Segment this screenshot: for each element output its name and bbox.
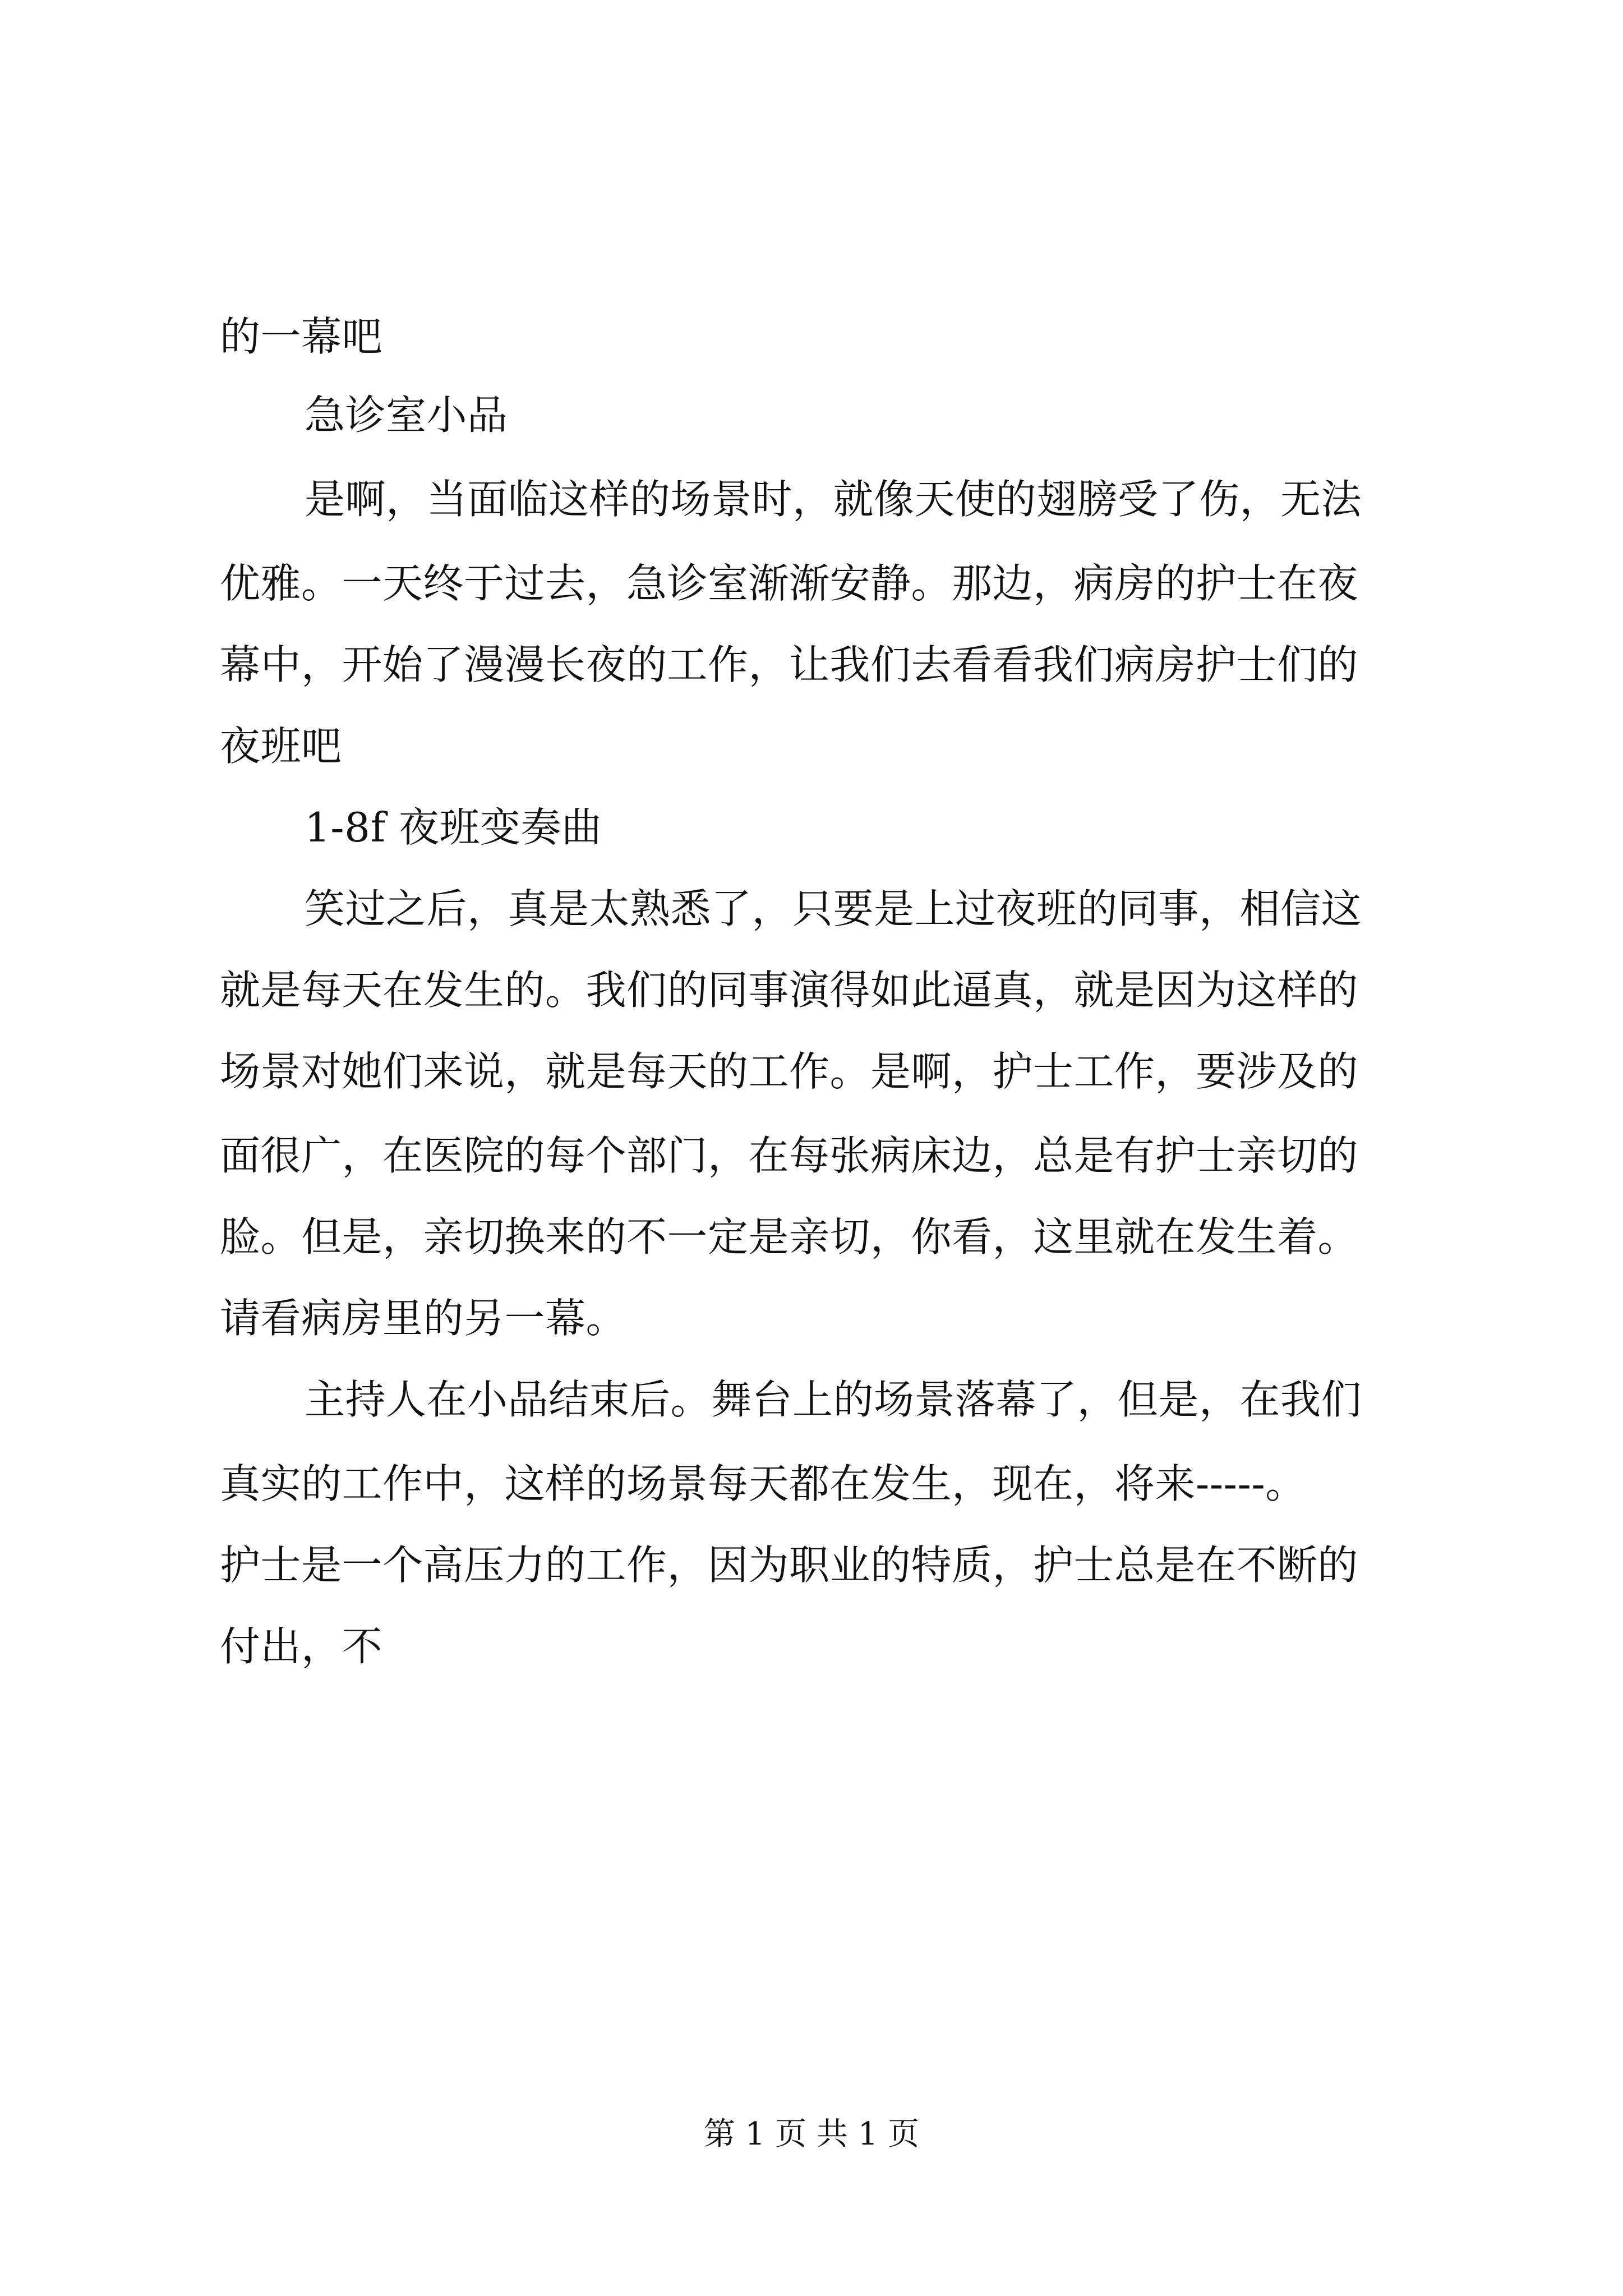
text-line: 笑过之后，真是太熟悉了，只要是上过夜班的同事，相信这 xyxy=(305,885,1362,932)
text-line: 主持人在小品结束后。舞台上的场景落幕了，但是，在我们 xyxy=(305,1376,1362,1423)
section-heading: 1-8f 夜班变奏曲 xyxy=(305,804,602,851)
text-line: 付出，不 xyxy=(220,1623,383,1670)
page-footer: 第 1 页 共 1 页 xyxy=(703,2116,920,2152)
text-line: 真实的工作中，这样的场景每天都在发生，现在，将来-----。 xyxy=(220,1460,1306,1507)
text-line: 面很广，在医院的每个部门，在每张病床边，总是有护士亲切的 xyxy=(220,1132,1359,1179)
text-line: 脸。但是，亲切换来的不一定是亲切，你看，这里就在发生着。 xyxy=(220,1213,1359,1260)
text-line: 优雅。一天终于过去，急诊室渐渐安静。那边，病房的护士在夜 xyxy=(220,560,1359,607)
text-line: 护士是一个高压力的工作，因为职业的特质，护士总是在不断的 xyxy=(220,1542,1359,1589)
text-line: 是啊，当面临这样的场景时，就像天使的翅膀受了伤，无法 xyxy=(305,476,1362,523)
text-line: 夜班吧 xyxy=(220,723,342,770)
text-line: 场景对她们来说，就是每天的工作。是啊，护士工作，要涉及的 xyxy=(220,1048,1359,1095)
section-heading: 急诊室小品 xyxy=(305,392,508,439)
text-line: 就是每天在发生的。我们的同事演得如此逼真，就是因为这样的 xyxy=(220,967,1359,1014)
text-line: 幕中，开始了漫漫长夜的工作，让我们去看看我们病房护士们的 xyxy=(220,641,1359,688)
text-line: 的一幕吧 xyxy=(220,313,383,360)
text-line: 请看病房里的另一幕。 xyxy=(220,1295,627,1342)
